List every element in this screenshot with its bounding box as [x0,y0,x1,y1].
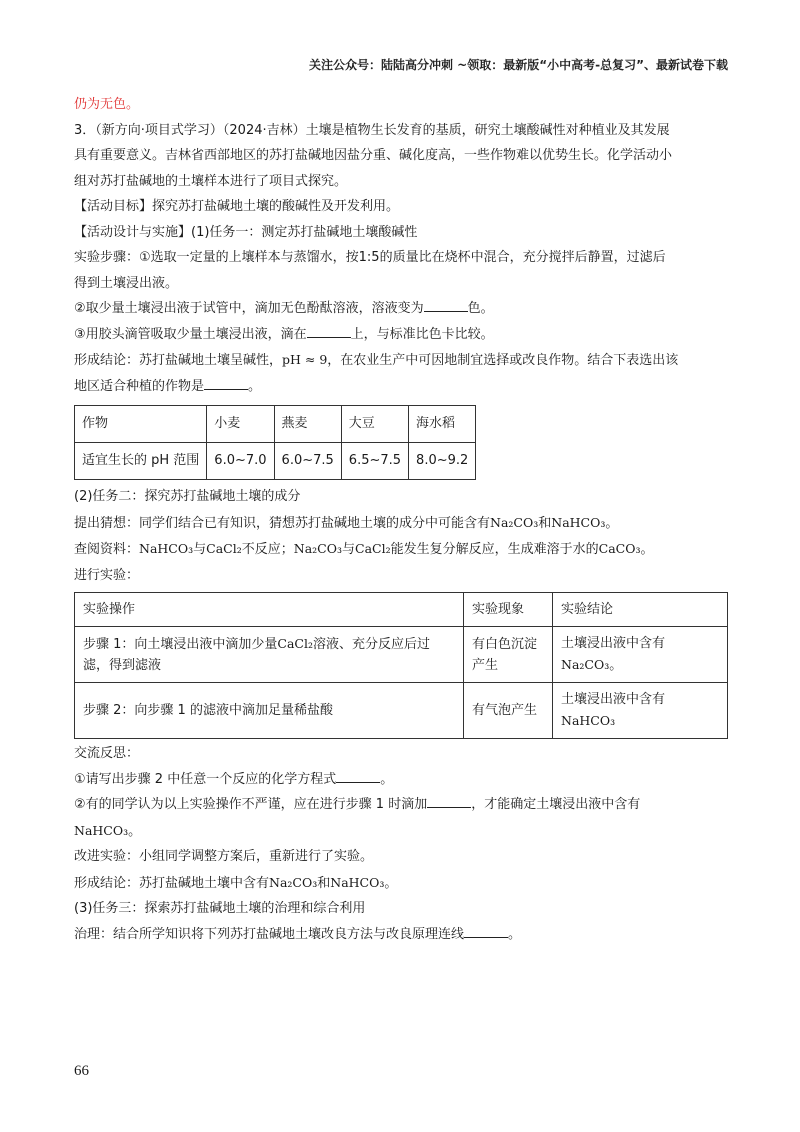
conclusion1-line2: 地区适合种植的作物是 。 [74,374,728,400]
answer-blank[interactable] [336,768,380,783]
previous-answer-tail: 仍为无色。 [74,97,140,112]
table-row: 适宜生长的 pH 范围 6.0~7.0 6.0~7.5 6.5~7.5 8.0~9.2 [75,443,476,480]
ph-range-table [74,405,476,480]
experiment-table [74,592,728,739]
experiment-label: 进行实验： [74,567,140,583]
conclusion2: 形成结论：苏打盐碱地土壤中含有Na₂CO₃和NaHCO₃。 [74,874,398,891]
task2-heading: (2)任务二：探究苏打盐碱地土壤的成分 [74,489,301,504]
experiment-steps-line2: 得到土壤浸出液。 [74,275,179,291]
improved-experiment: 改进实验：小组同学调整方案后，重新进行了实验。 [74,849,374,864]
reflection-1: ①请写出步骤 2 中任意一个反应的化学方程式 。 [74,767,728,793]
task3-heading: (3)任务三：探索苏打盐碱地土壤的治理和综合利用 [74,901,366,916]
governance-line: 治理：结合所学知识将下列苏打盐碱地土壤改良方法与改良原理连线 。 [74,922,728,948]
answer-blank[interactable] [307,323,351,338]
ph-formula: pH ≈ 9 [282,352,328,367]
activity-design: 【活动设计与实施】(1)任务一：测定苏打盐碱地土壤酸碱性 [74,224,418,240]
step3-line: ③用胶头滴管吸取少量土壤浸出液，滴在 上，与标准比色卡比较。 [74,322,728,348]
activity-goal: 【活动目标】探究苏打盐碱地土壤的酸碱性及开发利用。 [74,199,400,214]
page-header: 关注公众号：陆陆高分冲刺 ~领取：最新版“小中高考-总复习”、最新试卷下载 [309,58,728,72]
reference-info-line: 查阅资料：NaHCO₃与CaCl₂不反应；Na₂CO₃与CaCl₂能发生复分解反应，生成难溶于水的CaCO₃。 [74,541,654,557]
table-header-row: 实验操作 实验现象 实验结论 [75,593,728,627]
hypothesis-line: 提出猜想：同学们结合已有知识，猜想苏打盐碱地土壤的成分中可能含有Na₂CO₃和NaHCO₃。 [74,514,619,531]
table-row: 作物 小麦 燕麦 大豆 海水稻 [75,406,476,443]
table-row: 步骤 2：向步骤 1 的滤液中滴加足量稀盐酸 有气泡产生 土壤浸出液中含有 NaHCO₃ [75,683,728,739]
answer-blank[interactable] [427,793,471,808]
question-intro-line1: 3．（新方向·项目式学习）（2024·吉林）土壤是植物生长发育的基质，研究土壤酸碱性对种植业及其发展 [74,122,670,138]
step2-line: ②取少量土壤浸出液于试管中，滴加无色酚酞溶液，溶液变为 色。 [74,296,728,322]
question-intro-line2: 具有重要意义。吉林省西部地区的苏打盐碱地因盐分重、碱化度高，一些作物难以优势生长。化学活动小 [74,148,673,163]
answer-blank[interactable] [204,375,248,390]
reflection-2: ②有的同学认为以上实验操作不严谨，应在进行步骤 1 时滴加 ，才能确定土壤浸出液中含有 [74,792,728,818]
question-content [74,92,728,947]
question-intro-line3: 组对苏打盐碱地的土壤样本进行了项目式探究。 [74,173,348,189]
page-number: 66 [74,1063,89,1079]
reflection-label: 交流反思： [74,746,140,761]
reflection-2-cont: NaHCO₃。 [74,822,142,839]
experiment-steps-line1: 实验步骤：①选取一定量的上壤样本与蒸馏水，按1:5的质量比在烧杯中混合，充分搅拌后静置，过滤后 [74,250,666,265]
table-row: 步骤 1：向土壤浸出液中滴加少量CaCl₂溶液、充分反应后过 滤，得到滤液 有白色沉淀 产生 土壤浸出液中含有 Na₂CO₃。 [75,627,728,683]
answer-blank[interactable] [424,297,468,312]
answer-blank[interactable] [464,923,508,938]
conclusion1-line1: 形成结论：苏打盐碱地土壤呈碱性，pH ≈ 9，在农业生产中可因地制宜选择或改良作物。结合下表选出该 [74,352,679,368]
